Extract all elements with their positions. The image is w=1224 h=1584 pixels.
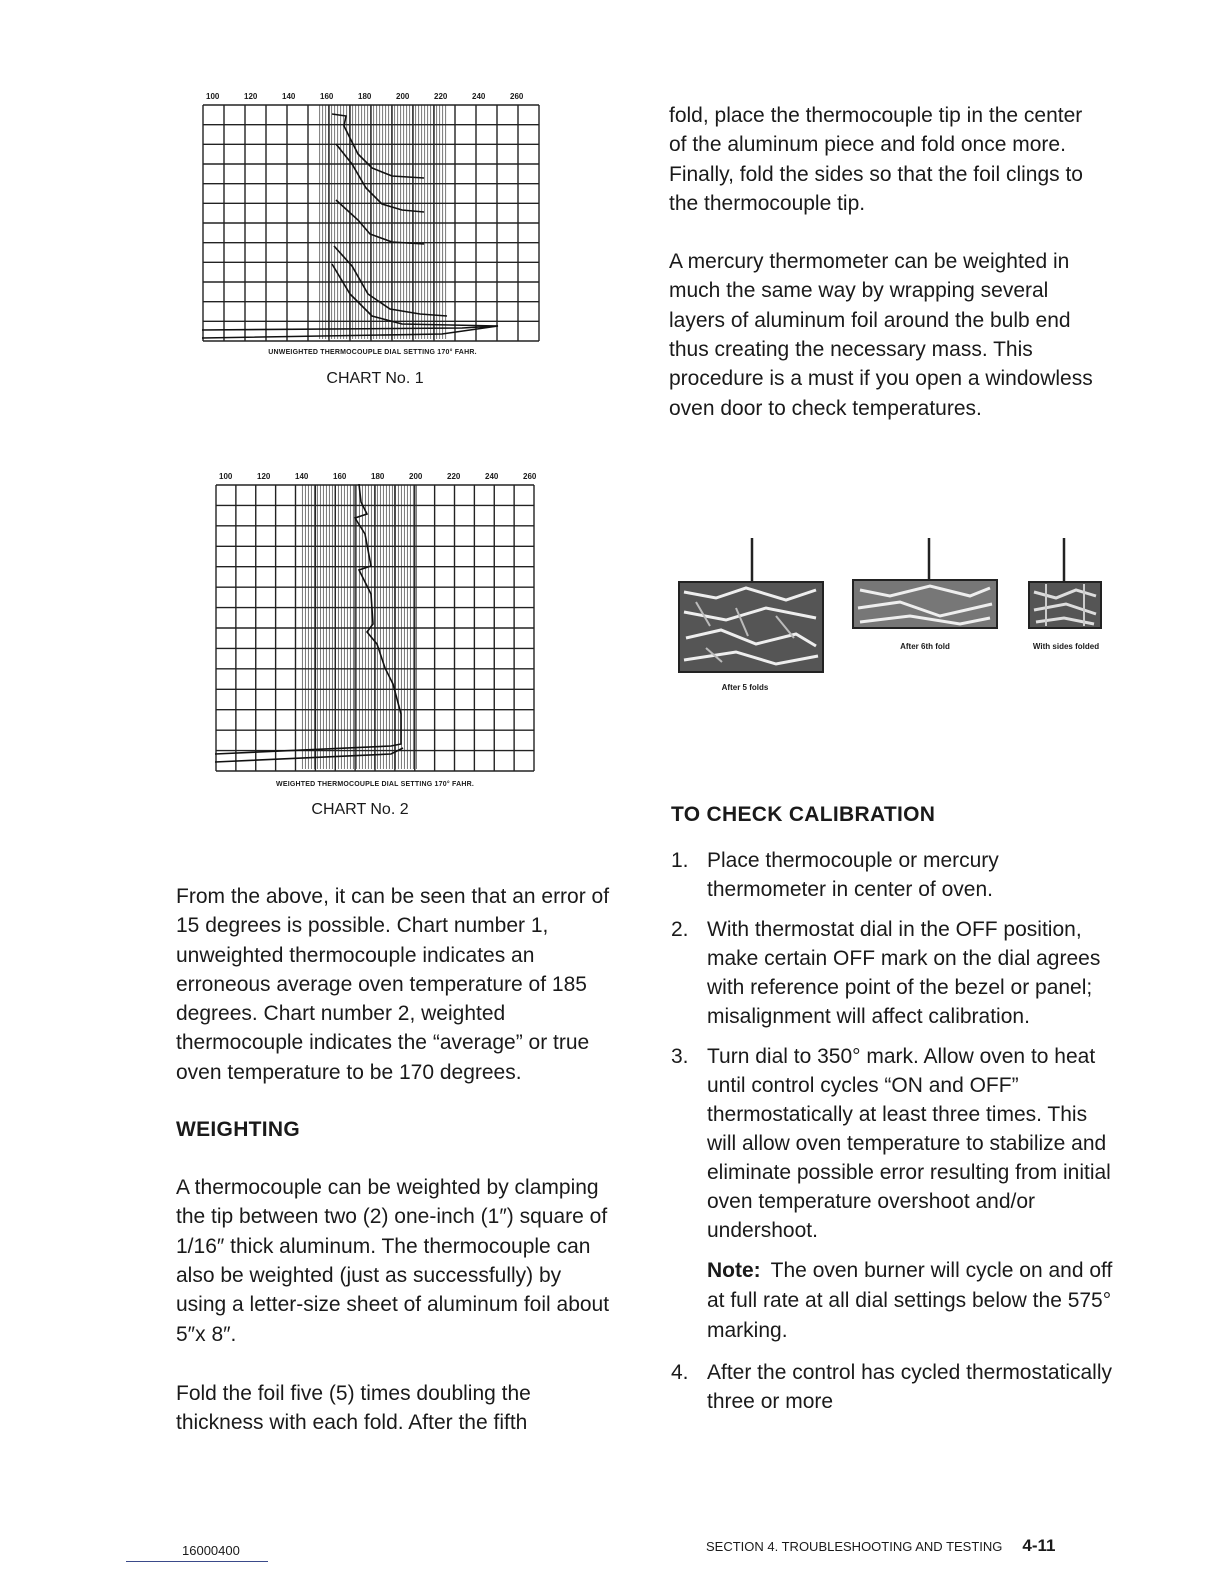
left-column bbox=[176, 882, 616, 1437]
step-text: After the control has cycled thermostatically three or more bbox=[707, 1361, 1113, 1413]
x-tick-label: 260 bbox=[523, 472, 537, 481]
chart-1-graph bbox=[202, 104, 540, 344]
note-text: The oven burner will cycle on and off at full rate at all dial settings below the 575° marking. bbox=[707, 1259, 1113, 1342]
foil-caption-with-sides-folded: With sides folded bbox=[1032, 642, 1100, 651]
chart-2-graph bbox=[215, 484, 535, 774]
temperature-trace bbox=[332, 114, 424, 178]
calibration-heading: TO CHECK CALIBRATION bbox=[671, 803, 936, 826]
x-tick-label: 240 bbox=[485, 472, 499, 481]
x-tick-label: 220 bbox=[434, 92, 448, 101]
doc-number: 16000400 bbox=[182, 1543, 240, 1558]
right-column-top bbox=[669, 101, 1099, 423]
x-tick-label: 180 bbox=[371, 472, 385, 481]
x-tick-label: 160 bbox=[333, 472, 347, 481]
calibration-step-2 bbox=[671, 915, 1116, 1031]
right-column-calibration bbox=[671, 803, 1116, 1427]
temperature-trace bbox=[334, 246, 447, 316]
section-title: SECTION 4. TROUBLESHOOTING AND TESTING bbox=[706, 1539, 1003, 1554]
step-number: 3. bbox=[671, 1045, 689, 1068]
footer-rule bbox=[126, 1561, 268, 1562]
x-tick-label: 120 bbox=[244, 92, 258, 101]
calibration-step-1 bbox=[671, 846, 1116, 904]
calibration-note bbox=[671, 1256, 1116, 1346]
calibration-step-3 bbox=[671, 1042, 1116, 1245]
x-tick-label: 200 bbox=[409, 472, 423, 481]
foil-with-sides-folded-image bbox=[1026, 538, 1104, 634]
x-tick-label: 100 bbox=[206, 92, 220, 101]
x-tick-label: 140 bbox=[282, 92, 296, 101]
step-number: 1. bbox=[671, 849, 689, 872]
step-text: Place thermocouple or mercury thermometer in center of oven. bbox=[707, 849, 999, 901]
weighting-heading: WEIGHTING bbox=[176, 1118, 301, 1142]
calibration-steps bbox=[671, 846, 1116, 1245]
x-tick-label: 100 bbox=[219, 472, 233, 481]
x-tick-label: 220 bbox=[447, 472, 461, 481]
step-number: 2. bbox=[671, 918, 689, 941]
chart-2-title: WEIGHTED THERMOCOUPLE DIAL SETTING 170° FAHR. bbox=[276, 781, 474, 788]
continued-paragraph: fold, place the thermocouple tip in the center of the aluminum piece and fold once more. Finally, fold the sides so that the foil clings to the thermocouple tip. bbox=[669, 104, 1083, 215]
foil-after-6th-fold-image bbox=[850, 538, 1000, 634]
chart-1-title: UNWEIGHTED THERMOCOUPLE DIAL SETTING 170° FAHR. bbox=[268, 349, 477, 356]
weighting-paragraph-2: Fold the foil five (5) times doubling the thickness with each fold. After the fifth bbox=[176, 1381, 531, 1435]
step-number: 4. bbox=[671, 1361, 689, 1384]
foil-caption-after-6th-fold: After 6th fold bbox=[900, 642, 950, 651]
calibration-steps-continued bbox=[671, 1358, 1116, 1416]
footer-section bbox=[706, 1536, 1056, 1556]
x-tick-label: 140 bbox=[295, 472, 309, 481]
step-text: Turn dial to 350° mark. Allow oven to heat until control cycles “ON and OFF” thermostatically at least three times. This will allow oven temperature to stabilize and eliminate possible error resulting from initial oven temperature overshoot and/or undershoot. bbox=[707, 1045, 1111, 1242]
x-tick-label: 180 bbox=[358, 92, 372, 101]
note-label: Note: bbox=[707, 1259, 761, 1282]
intro-paragraph: From the above, it can be seen that an error of 15 degrees is possible. Chart number 1, unweighted thermocouple indicates an erroneous average oven temperature of 185 degrees. Chart number 2, weighted thermocouple indicates the “average” or true oven temperature to be 170 degrees. bbox=[176, 885, 610, 1084]
step-text: With thermostat dial in the OFF position, make certain OFF mark on the dial agrees with reference point of the bezel or panel; misalignment will affect calibration. bbox=[707, 918, 1101, 1028]
mercury-paragraph: A mercury thermometer can be weighted in much the same way by wrapping several layers of aluminum foil around the bulb end thus creating the necessary mass. This procedure is a must if you open a windowless oven door to check temperatures. bbox=[669, 250, 1093, 420]
x-tick-label: 200 bbox=[396, 92, 410, 101]
x-tick-label: 120 bbox=[257, 472, 271, 481]
x-tick-label: 240 bbox=[472, 92, 486, 101]
calibration-step-4 bbox=[671, 1358, 1116, 1416]
chart-1-caption: CHART No. 1 bbox=[326, 370, 424, 387]
x-tick-label: 160 bbox=[320, 92, 334, 101]
page-number: 4-11 bbox=[1022, 1536, 1056, 1555]
foil-caption-after-5-folds: After 5 folds bbox=[721, 683, 769, 692]
foil-after-5-folds-image bbox=[676, 538, 826, 676]
footer-doc-number bbox=[178, 1543, 244, 1560]
chart-2-caption: CHART No. 2 bbox=[311, 801, 409, 818]
weighting-paragraph-1: A thermocouple can be weighted by clamping the tip between two (2) one-inch (1″) square of 1/16″ thick aluminum. The thermocouple can also be weighted (just as successfully) by using a letter-size sheet of aluminum foil about 5″x 8″. bbox=[176, 1176, 610, 1346]
x-tick-label: 260 bbox=[510, 92, 524, 101]
